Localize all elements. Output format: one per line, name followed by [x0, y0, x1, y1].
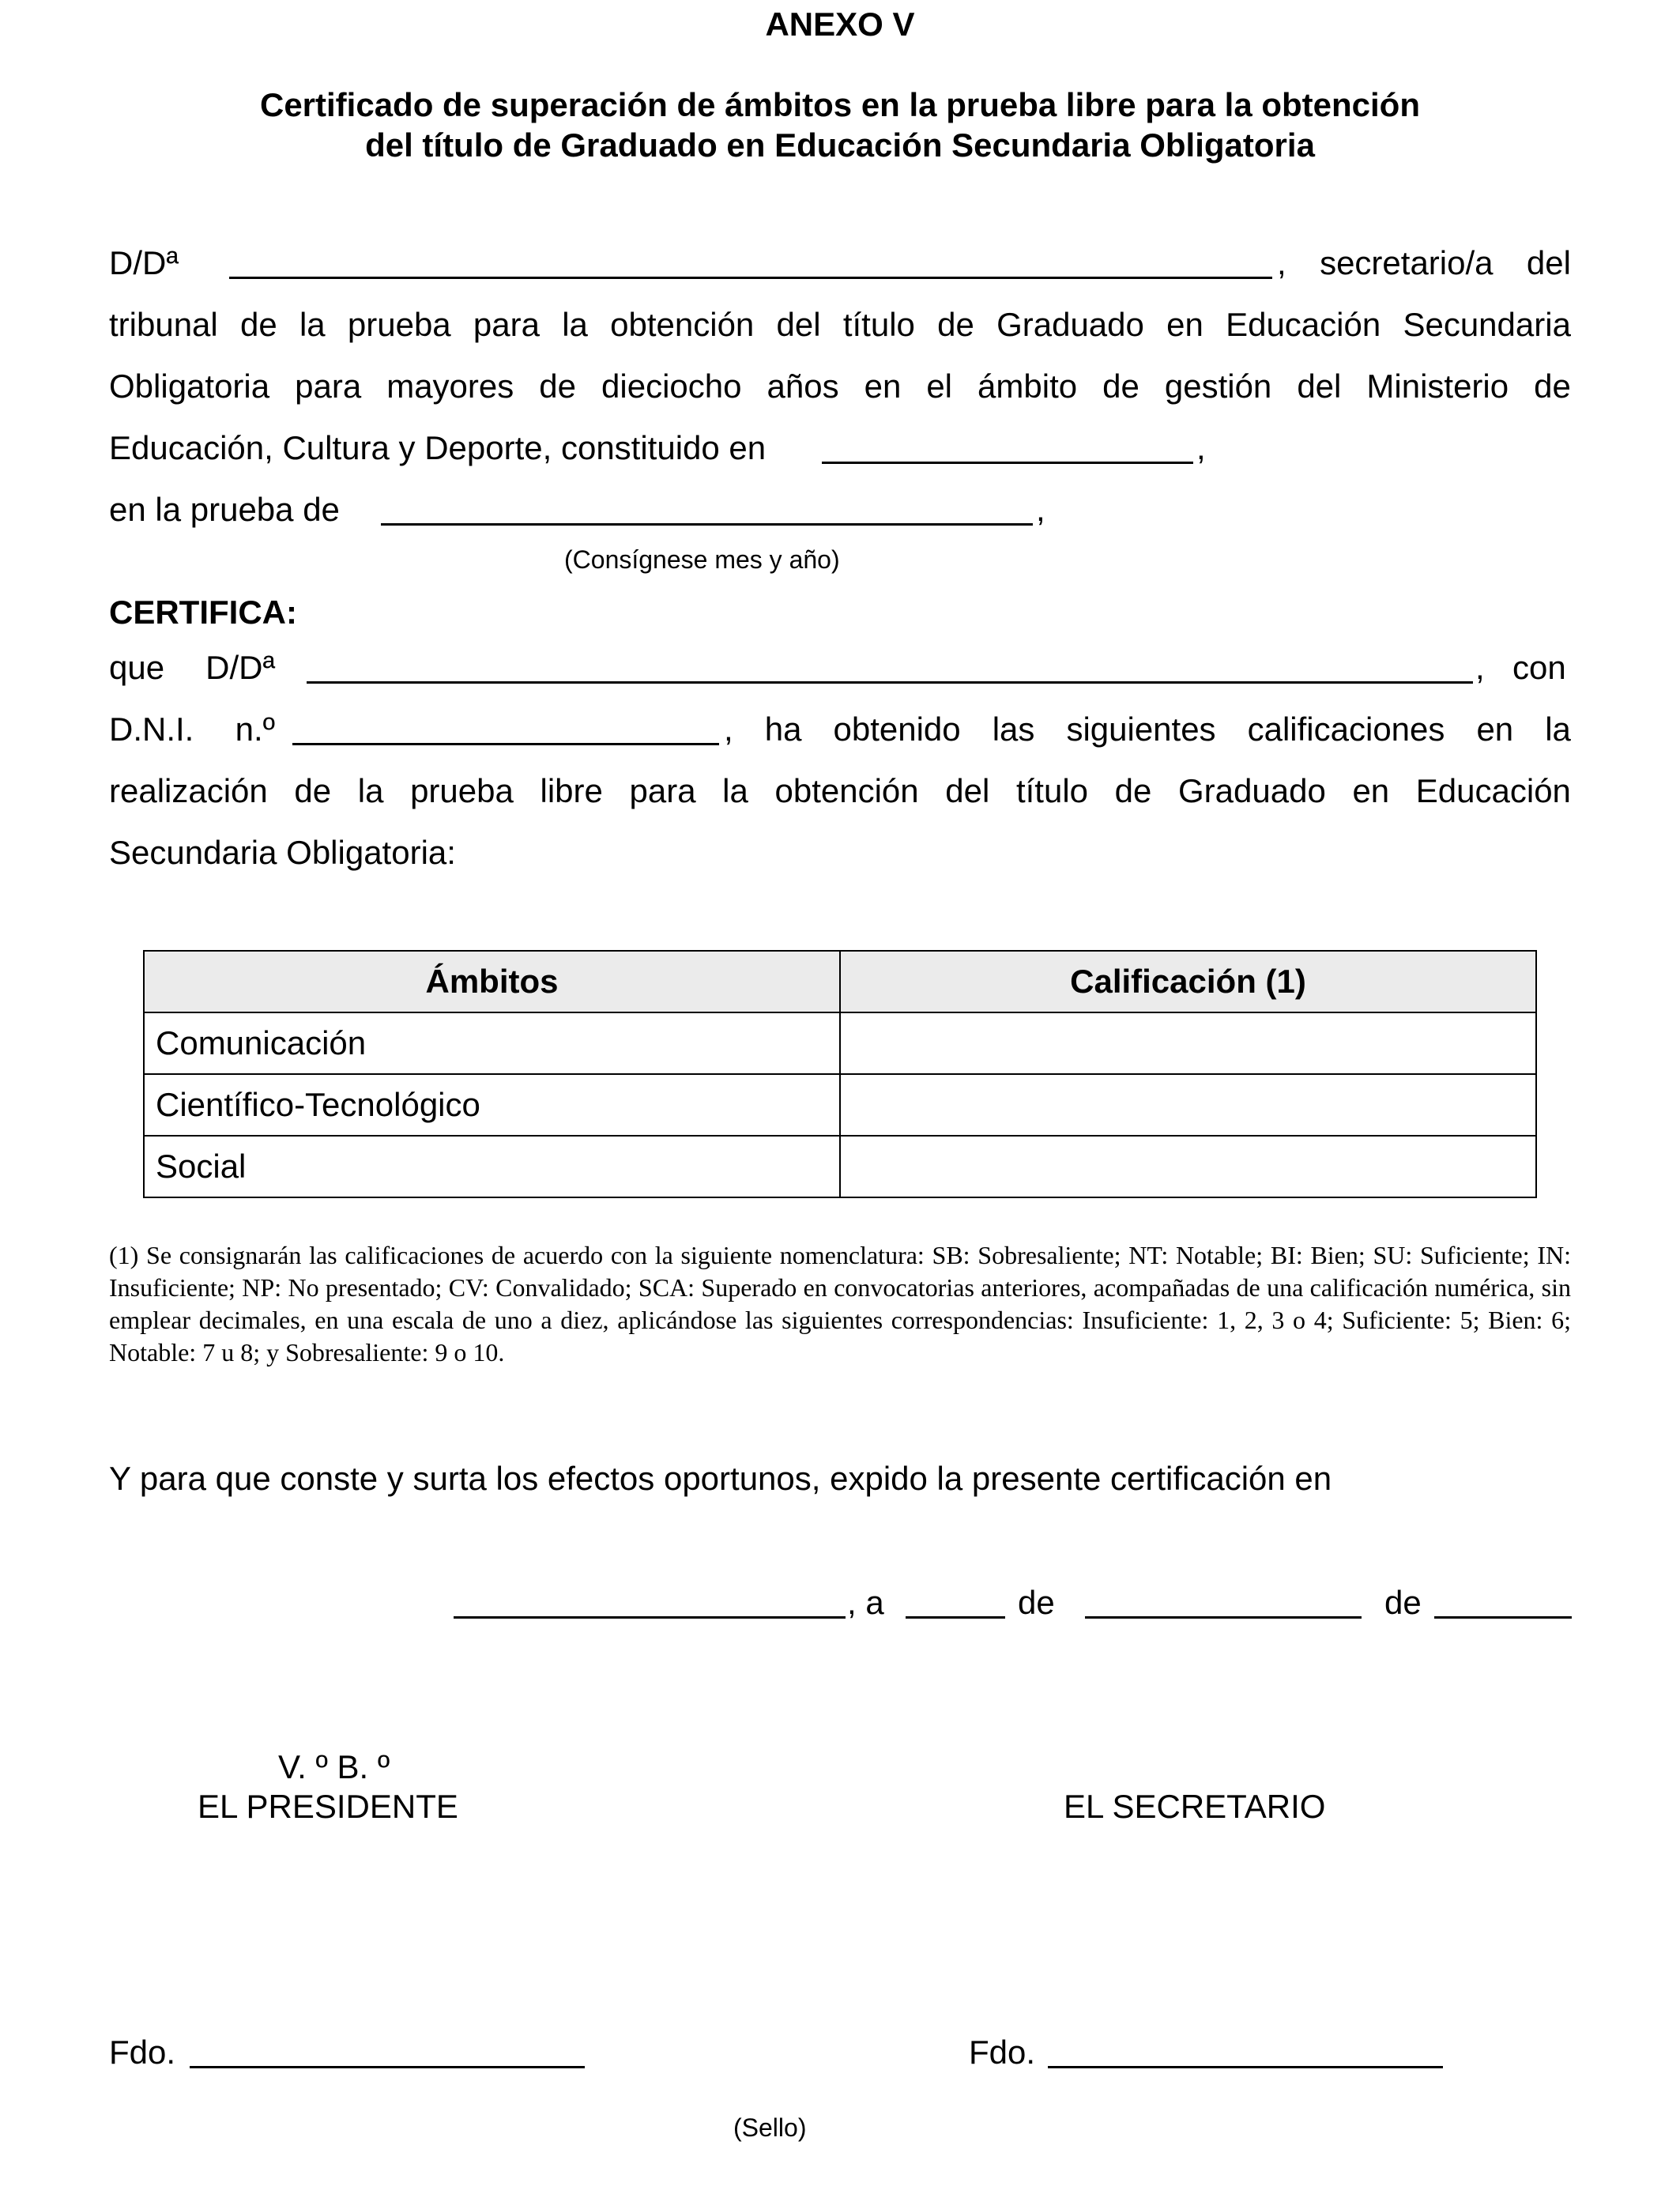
footnote: (1) Se consignarán las calificaciones de acuerdo con la siguiente nomenclatura: SB: Sobresaliente; NT: Notable; BI: Bien; SU: Suficiente; IN: Insuficiente; NP: No presentado; CV: Convalidado; SCA: Superado en convocatorias anteriores, acompañadas de una calificación numérica, sin emplear decimales, en una escala de uno a diez, aplicándose las siguientes correspondencias: Insuficiente: 1, 2, 3 o 4; Suficiente: 5; Bien: 6; Notable: 7 u 8; y Sobresaliente: 9 o 10.: [109, 1241, 1571, 1367]
document-title-line-1: Certificado de superación de ámbitos en la prueba libre para la obtención: [259, 86, 1420, 123]
ambito-cell: Científico-Tecnológico: [144, 1074, 840, 1136]
secretary-signature-field[interactable]: [1048, 2066, 1443, 2068]
constituido-place-field[interactable]: [822, 462, 1193, 464]
closing-text: Y para que conste y surta los efectos oportunos, expido la presente certificación en: [109, 1460, 1332, 1497]
body-line-2: tribunal de la prueba para la obtención del título de Graduado en Educación Secundaria: [109, 306, 1571, 343]
secretario-text: , secretario/a del: [1277, 244, 1571, 281]
prueba-text: en la prueba de: [109, 491, 340, 528]
dni-label: D.N.I. n.º: [109, 711, 275, 748]
consignese-hint: (Consígnese mes y año): [564, 545, 840, 574]
vobo-text: V. º B. º: [278, 1748, 390, 1785]
ambito-cell: Comunicación: [144, 1012, 840, 1074]
ambito-cell: Social: [144, 1136, 840, 1197]
dd-label: D/Dª: [109, 244, 179, 281]
body-line-10: Secundaria Obligatoria:: [109, 834, 456, 871]
place-field[interactable]: [454, 1616, 846, 1619]
date-a-text: , a: [847, 1584, 884, 1621]
table-header-row: [144, 951, 1536, 1012]
comma: ,: [1196, 429, 1206, 466]
comma: ,: [1036, 491, 1045, 528]
day-field[interactable]: [906, 1616, 1005, 1619]
comma: ,: [1475, 649, 1485, 686]
secretary-label: EL SECRETARIO: [1064, 1788, 1326, 1825]
body-line-9: realización de la prueba libre para la obtención del título de Graduado en Educación: [109, 772, 1571, 809]
president-signature-field[interactable]: [190, 2066, 585, 2068]
table-row: [144, 1074, 1536, 1136]
dni-number-field[interactable]: [292, 743, 719, 745]
secretary-name-field[interactable]: [229, 277, 1272, 279]
con-text: con: [1512, 649, 1566, 686]
date-de-text-2: de: [1384, 1584, 1422, 1621]
annex-title: ANEXO V: [765, 6, 915, 43]
fdo-left-label: Fdo.: [109, 2034, 176, 2071]
certifica-heading: CERTIFICA:: [109, 594, 297, 631]
document-title-line-2: del título de Graduado en Educación Secundaria Obligatoria: [365, 126, 1315, 164]
prueba-date-field[interactable]: [381, 523, 1033, 526]
grade-cell[interactable]: [840, 1136, 1536, 1197]
column-header-ambitos: Ámbitos: [144, 951, 840, 1012]
table-row: [144, 1136, 1536, 1197]
date-de-text-1: de: [1018, 1584, 1055, 1621]
column-header-calificacion: Calificación (1): [840, 951, 1536, 1012]
que-dd-text: que D/Dª: [109, 649, 275, 686]
student-name-field[interactable]: [307, 681, 1473, 684]
grade-cell[interactable]: [840, 1074, 1536, 1136]
month-field[interactable]: [1085, 1616, 1362, 1619]
body-line-3: Obligatoria para mayores de dieciocho años en el ámbito de gestión del Ministerio de: [109, 368, 1571, 405]
seal-label: (Sello): [733, 2113, 807, 2142]
table-row: [144, 1012, 1536, 1074]
year-field[interactable]: [1434, 1616, 1572, 1619]
fdo-right-label: Fdo.: [969, 2034, 1036, 2071]
president-label: EL PRESIDENTE: [198, 1788, 458, 1825]
dni-after-text: , ha obtenido las siguientes calificaciones en la: [724, 711, 1571, 748]
grades-table: [143, 950, 1537, 1198]
constituido-text: Educación, Cultura y Deporte, constituido en: [109, 429, 767, 466]
grade-cell[interactable]: [840, 1012, 1536, 1074]
